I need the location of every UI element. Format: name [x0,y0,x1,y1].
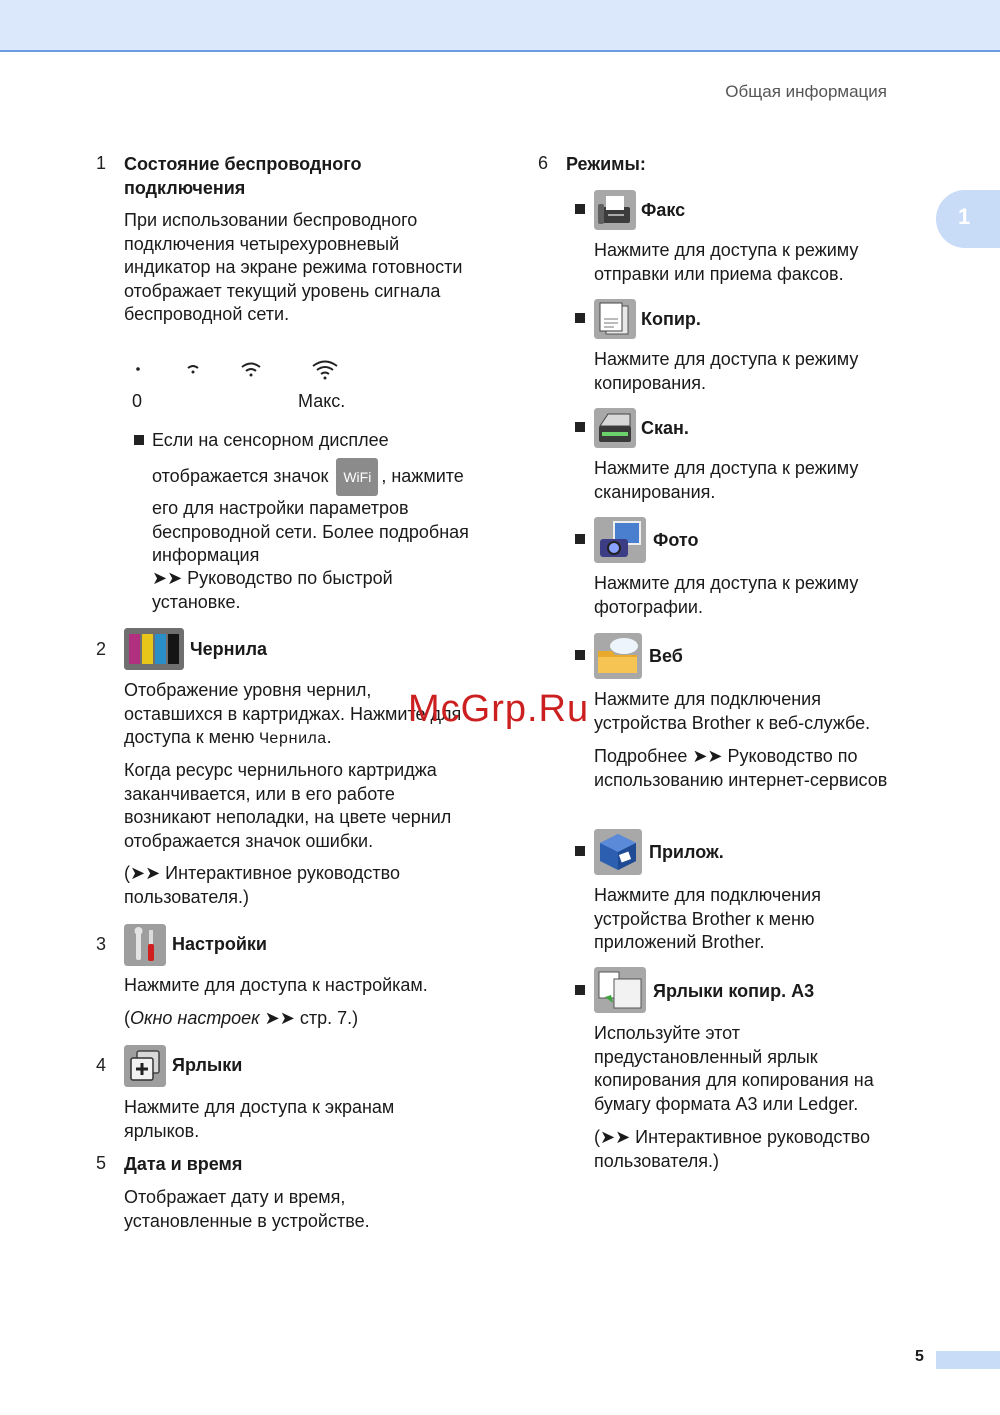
guide-reference: Подробнее ➤➤ Руководство по использованию интернет-сервисов [594,746,888,790]
section-text: Отображает дату и время, установленные в устройстве. [124,1187,370,1231]
web-folder-icon [594,633,642,679]
page-reference-part: ➤➤ стр. 7.) [259,1008,359,1028]
mode-label: Ярлыки копир. A3 [653,981,815,1001]
section-number: 5 [96,1153,107,1173]
bullet-square [575,650,585,660]
section-title: Режимы: [566,154,646,174]
bullet-text: Если на сенсорном дисплее [152,430,389,450]
shortcuts-icon [124,1045,166,1087]
page-reference-part: ( [124,1008,130,1028]
a3-copy-shortcut-icon [594,967,646,1013]
mode-label: Скан. [641,418,689,438]
section-number: 6 [538,153,549,173]
signal-max-label: Макс. [298,391,346,411]
mode-description: Нажмите для подключения устройства Brother к меню приложений Brother. [594,885,821,952]
page-reference-part: Окно настроек [130,1008,260,1028]
menu-name: Чернила [259,730,327,748]
section-title: Ярлыки [172,1055,243,1075]
wifi-level-0-icon [136,367,140,371]
section-title: Чернила [190,639,268,659]
guide-reference: (➤➤ Интерактивное руководство пользователя.) [594,1127,871,1171]
chapter-tab: 1 [936,190,1000,248]
section-title: Состояние беспроводного подключения [124,154,362,198]
section-number: 1 [96,153,107,173]
guide-reference: ➤➤ Руководство по быстрой установке. [152,568,393,612]
apps-cube-icon [594,829,642,875]
wifi-level-1-icon [188,366,198,374]
mode-label: Факс [641,200,686,220]
bullet-square [134,435,144,445]
signal-min-label: 0 [132,391,143,411]
mode-description: Нажмите для доступа к режиму сканирования. [594,458,859,502]
section-number: 4 [96,1055,107,1075]
section-text-part: . [326,727,332,747]
section-title: Настройки [172,934,267,954]
settings-tools-icon [124,924,166,966]
bullet-text-line [152,456,492,496]
section-text: Когда ресурс чернильного картриджа заканчивается, или в его работе возникают неполадки, на цвете чернил отображается значок ошибки. [124,760,452,851]
wifi-signal-levels [130,360,340,382]
mode-description: Нажмите для доступа к режиму отправки или приема факсов. [594,240,859,284]
page-number-band [936,1351,1000,1369]
top-band [0,0,1000,52]
page-reference [124,1007,358,1031]
wifi-level-3-icon [313,362,337,380]
scan-icon [594,408,636,448]
section-text: Нажмите для доступа к экранам ярлыков. [124,1097,395,1141]
section-number: 3 [96,934,107,954]
mode-description: Нажмите для подключения устройства Brother к веб-службе. [594,689,871,733]
bullet-square [575,422,585,432]
mode-label: Веб [649,646,683,666]
bullet-square [575,846,585,856]
photo-icon [594,517,646,563]
bullet-square [575,313,585,323]
mode-description: Нажмите для доступа к режиму фотографии. [594,573,859,617]
wifi-button-icon: WiFi [336,458,378,496]
page-number: 5 [915,1348,924,1365]
guide-reference: (➤➤ Интерактивное руководство пользователя.) [124,863,401,907]
copy-icon [594,299,636,339]
section-text: Нажмите для доступа к настройкам. [124,975,428,995]
wifi-level-2-icon [242,364,260,377]
mode-description: Используйте этот предустановленный ярлык копирования для копирования на бумагу формата A3 или Ledger. [594,1023,874,1114]
mode-label: Прилож. [649,842,724,862]
bullet-text-part: , нажмите [381,466,464,486]
section-number: 2 [96,639,107,659]
section-title: Дата и время [124,1154,243,1174]
bullet-text-part: отображается значок [152,466,329,486]
bullet-text: его для настройки параметров беспроводной сети. Более подробная информация [152,498,469,565]
mode-label: Фото [653,530,699,550]
bullet-square [575,985,585,995]
section-text-part: Отображение уровня чернил, оставшихся в картриджах. Нажмите для доступа к меню [124,680,462,747]
mode-label: Копир. [641,309,701,329]
page-header: Общая информация [725,82,887,101]
watermark: McGrp.Ru [408,688,590,730]
fax-icon [594,190,636,230]
mode-description: Нажмите для доступа к режиму копирования. [594,349,859,393]
bullet-square [575,204,585,214]
bullet-square [575,534,585,544]
section-text: При использовании беспроводного подключения четырехуровневый индикатор на экране режима готовности отображает текущий уровень сигнала беспроводной сети. [124,210,463,324]
ink-icon [124,628,184,670]
